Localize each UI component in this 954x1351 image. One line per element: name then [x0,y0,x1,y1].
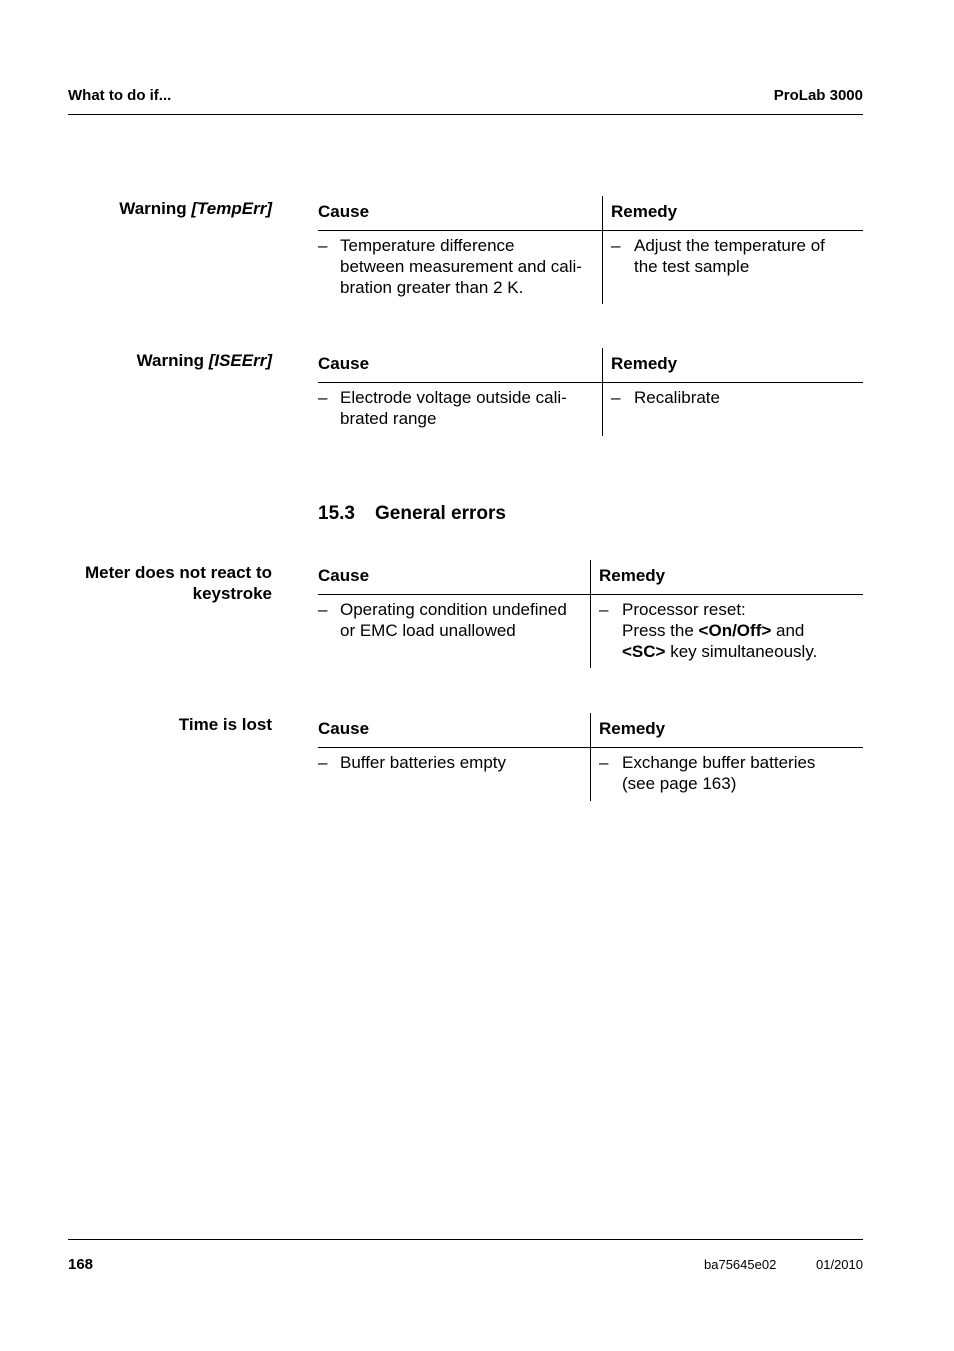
cause-header: Cause [318,202,370,221]
section-number: 15.3 [318,503,355,524]
dash-bullet: – [318,600,328,619]
table-header-row [318,348,863,383]
cause-cell [318,752,586,773]
remedy-header: Remedy [599,719,666,738]
section-heading [318,503,506,525]
cause-line: Temperature difference [340,236,515,255]
table-meter-no-react [318,560,863,669]
remedy-cell [611,235,861,277]
running-header-product: ProLab 3000 [773,87,863,104]
remedy-text: and [771,621,805,640]
remedy-text: key simultaneously. [665,642,818,661]
remedy-line: Exchange buffer batteries [622,753,816,772]
key-on-off: <On/Off> [698,621,772,640]
remedy-header: Remedy [611,354,678,373]
dash-bullet: – [318,388,328,407]
cause-line: between measurement and cali- [340,257,582,276]
cause-line: or EMC load unallowed [340,621,516,640]
page-number: 168 [68,1256,94,1273]
remedy-line: (see page 163) [622,774,737,793]
document-id: ba75645e02 [704,1257,777,1272]
side-label-iseerr [42,350,272,371]
side-label-line: keystroke [192,584,272,603]
footer-rule [68,1239,863,1240]
side-label-temperr [42,198,272,219]
running-header-chapter: What to do if... [68,87,172,104]
table-header-row [318,196,863,231]
remedy-header: Remedy [611,202,678,221]
remedy-line [622,641,861,662]
table-iseerr [318,348,863,437]
key-sc: <SC> [622,642,666,661]
cause-line: Electrode voltage outside cali- [340,388,567,407]
remedy-line [622,620,861,641]
table-body-row [318,748,863,802]
cause-line: Buffer batteries empty [340,753,506,772]
dash-bullet: – [611,236,621,255]
side-label-prefix: Warning [136,351,209,370]
header-rule [68,114,863,115]
cause-cell [318,235,598,298]
cause-header: Cause [318,566,370,585]
side-label-code: [ISEErr] [208,351,272,370]
table-body-row [318,231,863,305]
side-label-text: Time is lost [178,715,272,734]
remedy-line: Adjust the temperature of [634,236,825,255]
remedy-text: Press the [622,621,699,640]
side-label-code: [TempErr] [191,199,272,218]
cause-header: Cause [318,354,370,373]
table-temperr [318,196,863,305]
table-time-lost [318,713,863,802]
dash-bullet: – [318,236,328,255]
remedy-line: Processor reset: [622,600,746,619]
table-body-row [318,595,863,669]
cause-line: Operating condition undefined [340,600,567,619]
dash-bullet: – [318,753,328,772]
remedy-cell [611,387,861,408]
side-label-time-lost [42,714,272,735]
dash-bullet: – [599,600,609,619]
cause-cell [318,387,598,429]
table-body-row [318,383,863,437]
section-title-text: General errors [375,503,506,524]
dash-bullet: – [599,753,609,772]
remedy-cell [599,752,861,794]
side-label-meter-no-react [42,562,272,604]
remedy-cell [599,599,861,662]
remedy-line: Recalibrate [634,388,720,407]
cause-line: brated range [340,409,437,428]
remedy-line: the test sample [634,257,750,276]
cause-header: Cause [318,719,370,738]
side-label-prefix: Warning [119,199,192,218]
remedy-header: Remedy [599,566,666,585]
document-date: 01/2010 [816,1257,863,1272]
side-label-line: Meter does not react to [84,563,272,582]
dash-bullet: – [611,388,621,407]
cause-cell [318,599,586,641]
cause-line: bration greater than 2 K. [340,278,524,297]
